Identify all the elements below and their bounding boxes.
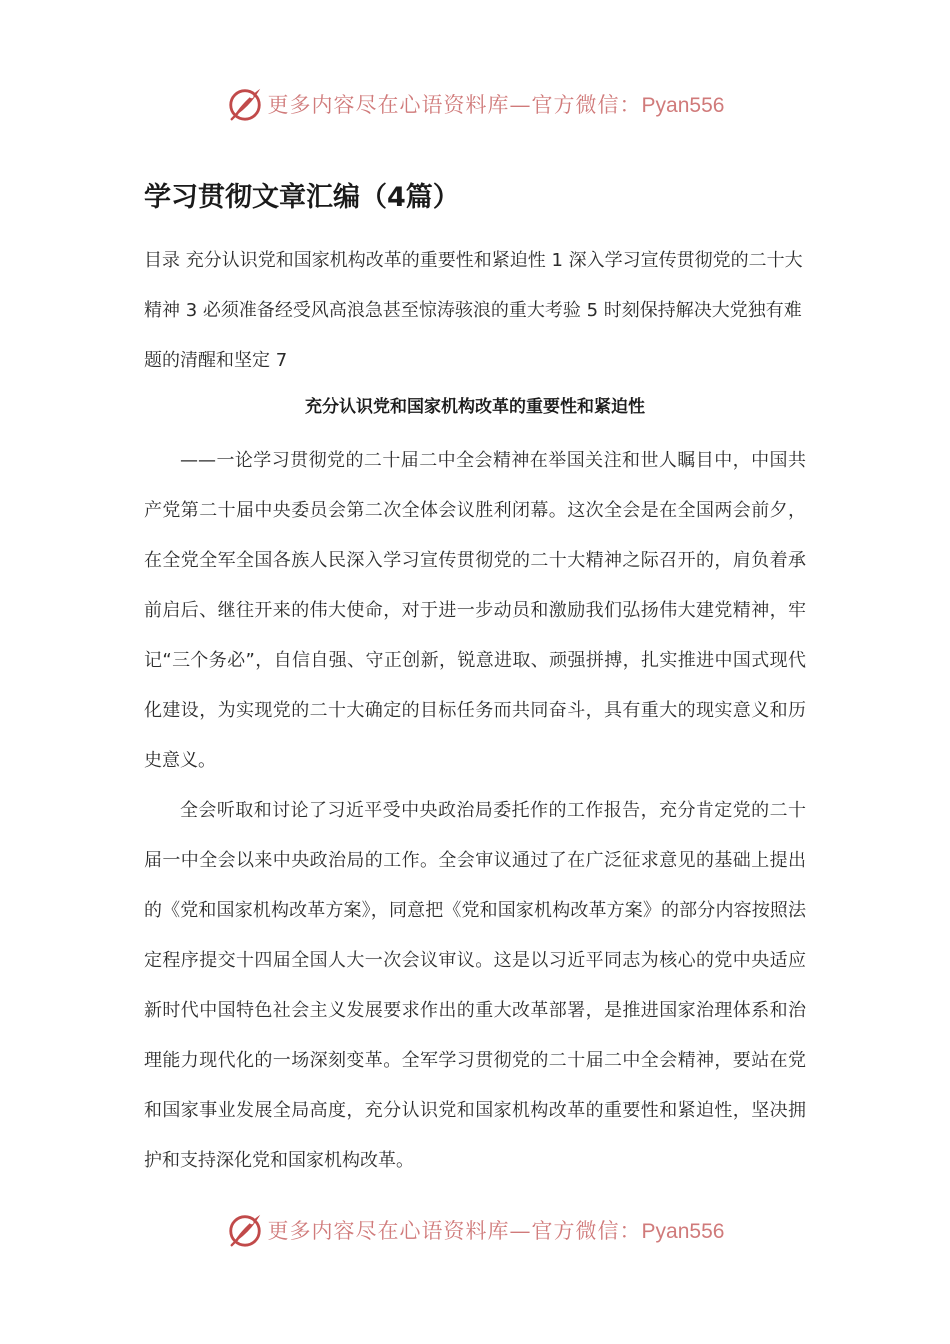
document-title: 学习贯彻文章汇编（4篇） — [144, 182, 460, 213]
table-of-contents: 目录 充分认识党和国家机构改革的重要性和紧迫性 1 深入学习宣传贯彻党的二十大精神 3 必须准备经受风高浪急甚至惊涛骇浪的重大考验 5 时刻保持解决大党独有难题的清醒和坚定 7 — [144, 250, 803, 371]
banner-wechat-id: Pyan556 — [641, 1220, 725, 1243]
body-paragraph: 全会听取和讨论了习近平受中央政治局委托作的工作报告，充分肯定党的二十届一中全会以来中央政治局的工作。全会审议通过了在广泛征求意见的基础上提出的《党和国家机构改革方案》，同意把《党和国家机构改革方案》的部分内容按照法定程序提交十四届全国人大一次会议审议。这是以习近平同志为核心的党中央适应新时代中国特色社会主义发展要求作出的重大改革部署，是推进国家治理体系和治理能力现代化的一场深刻变革。全军学习贯彻党的二十届二中全会精神，要站在党和国家事业发展全局高度，充分认识党和国家机构改革的重要性和紧迫性，坚决拥护和支持深化党和国家机构改革。 — [144, 800, 806, 1171]
banner-text — [268, 1215, 725, 1245]
banner-wechat-id: Pyan556 — [641, 94, 725, 117]
banner-slogan: 更多内容尽在心语资料库—官方微信： — [267, 93, 642, 117]
header-banner — [0, 82, 950, 126]
body-paragraph: ——一论学习贯彻党的二十届二中全会精神在举国关注和世人瞩目中，中国共产党第二十届中央委员会第二次全体会议胜利闭幕。这次全会是在全国两会前夕，在全党全军全国各族人民深入学习宣传贯彻党的二十大精神之际召开的，肩负着承前启后、继往开来的伟大使命，对于进一步动员和激励我们弘扬伟大建党精神，牢记“三个务必”，自信自强、守正创新，锐意进取、顽强拼搏，扎实推进中国式现代化建设，为实现党的二十大确定的目标任务而共同奋斗，具有重大的现实意义和历史意义。 — [144, 450, 806, 771]
section-heading: 充分认识党和国家机构改革的重要性和紧迫性 — [305, 397, 645, 417]
banner-slogan: 更多内容尽在心语资料库—官方微信： — [267, 1219, 642, 1243]
footer-banner — [0, 1208, 950, 1252]
quill-pen-logo-icon — [226, 85, 264, 123]
quill-pen-logo-icon — [226, 1211, 264, 1249]
banner-text — [268, 89, 725, 119]
